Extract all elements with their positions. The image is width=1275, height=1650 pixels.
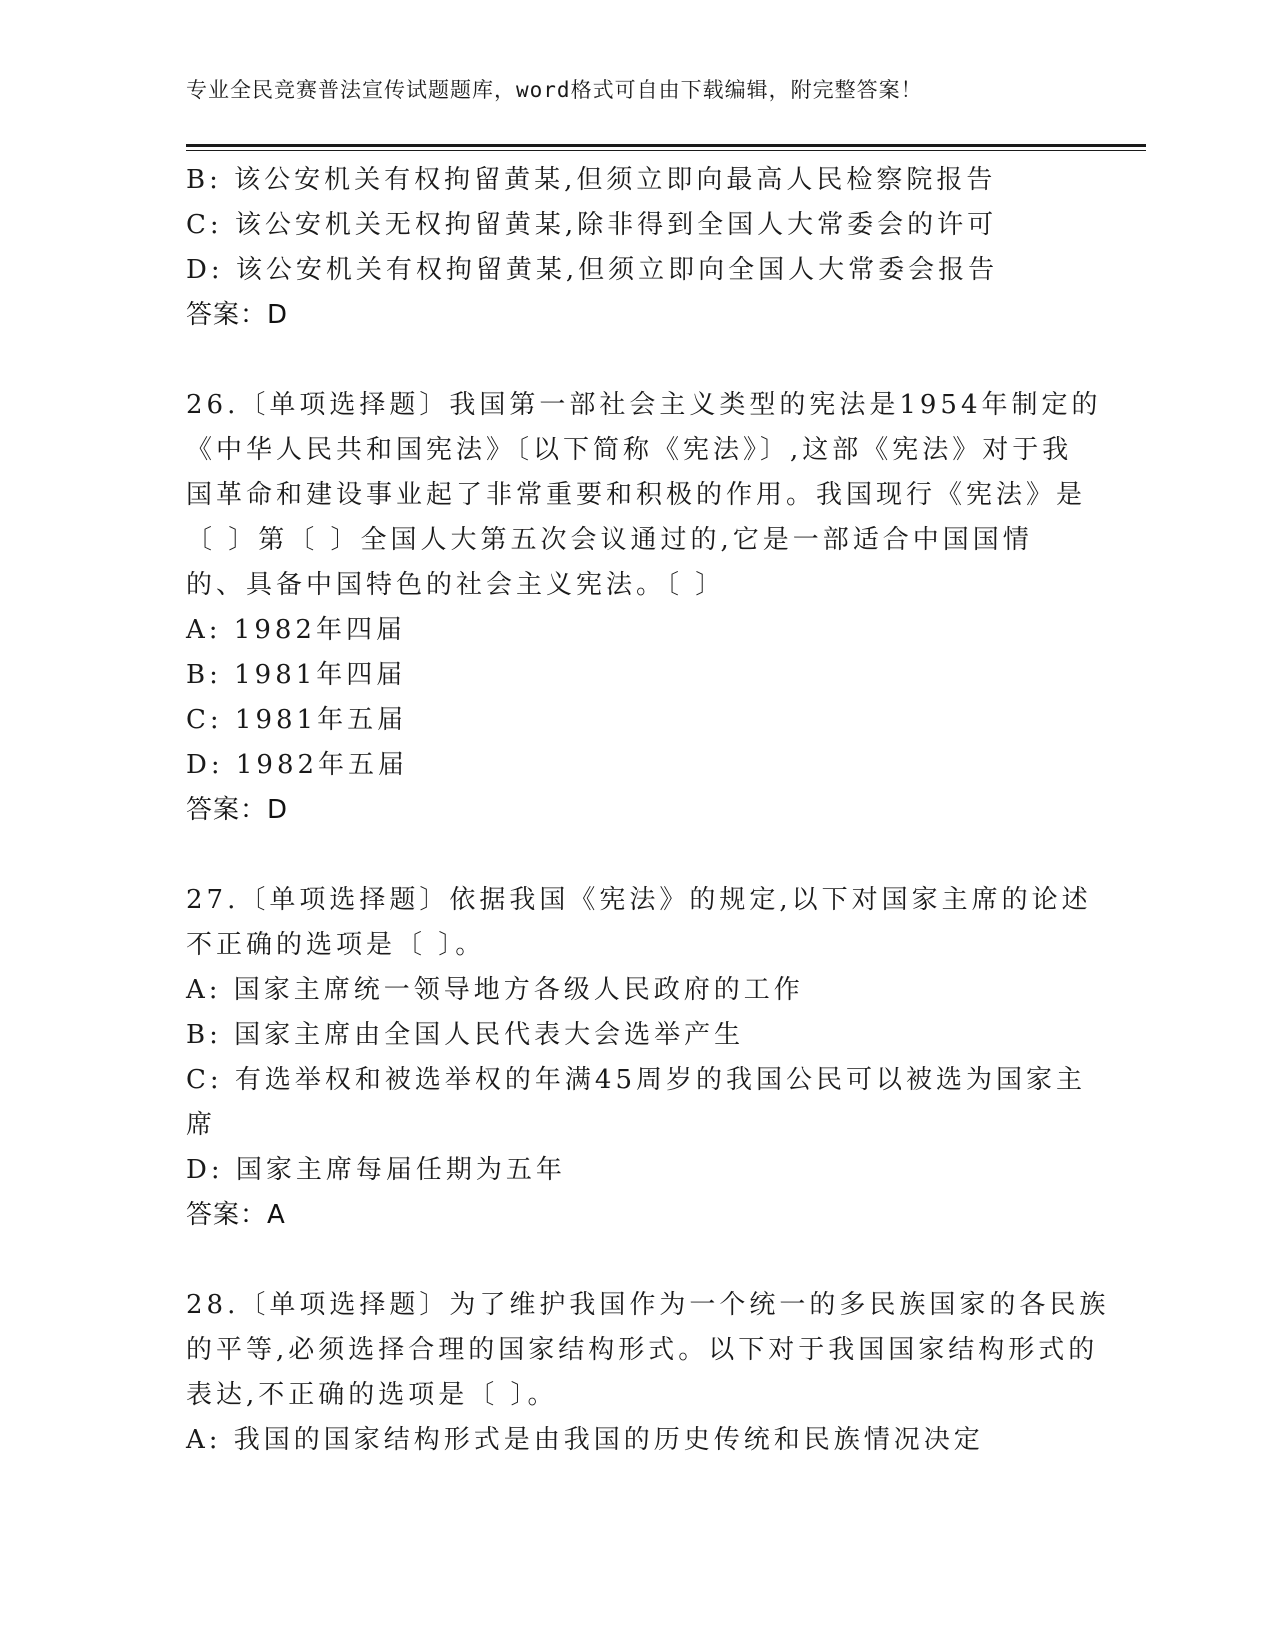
option-a: A: 1982年四届 (186, 615, 406, 645)
spacer (186, 833, 1066, 878)
spacer (186, 338, 1066, 383)
option-c: C: 有选举权和被选举权的年满45周岁的我国公民可以被选为国家主 (186, 1065, 1087, 1095)
question-text-line: 26.〔单项选择题〕我国第一部社会主义类型的宪法是1954年制定的 (186, 390, 1102, 420)
option-a: A: 我国的国家结构形式是由我国的历史传统和民族情况决定 (186, 1425, 984, 1455)
option-c-continued: 席 (186, 1110, 217, 1140)
question-text-line: 的平等,必须选择合理的国家结构形式。以下对于我国国家结构形式的 (186, 1335, 1099, 1365)
option-b: B: 该公安机关有权拘留黄某,但须立即向最高人民检察院报告 (186, 165, 997, 195)
question-text-line: 28.〔单项选择题〕为了维护我国作为一个统一的多民族国家的各民族 (186, 1290, 1110, 1320)
option-b: B: 国家主席由全国人民代表大会选举产生 (186, 1020, 745, 1050)
header-rule-thin (186, 150, 1146, 151)
question-content (186, 158, 1110, 1463)
spacer (186, 1238, 1066, 1283)
option-c: C: 1981年五届 (186, 705, 408, 735)
answer: 答案：D (186, 795, 289, 825)
question-28 (186, 1283, 1110, 1463)
answer: 答案：A (186, 1200, 286, 1230)
option-b: B: 1981年四届 (186, 660, 407, 690)
question-text-line: 27.〔单项选择题〕依据我国《宪法》的规定,以下对国家主席的论述 (186, 885, 1092, 915)
question-text-line: 不正确的选项是〔 〕。 (186, 930, 486, 960)
question-text-line: 表达,不正确的选项是〔 〕。 (186, 1380, 558, 1410)
page-header: 专业全民竞赛普法宣传试题题库，word格式可自由下载编辑，附完整答案！ (186, 78, 923, 102)
option-d: D: 1982年五届 (186, 750, 409, 780)
question-26 (186, 383, 1102, 833)
question-text-line: 的、具备中国特色的社会主义宪法。〔 〕 (186, 570, 726, 600)
question-25-tail (186, 158, 1066, 338)
question-text-line: 《中华人民共和国宪法》〔以下简称《宪法》〕,这部《宪法》对于我 (186, 435, 1073, 465)
option-d: D: 该公安机关有权拘留黄某,但须立即向全国人大常委会报告 (186, 255, 999, 285)
option-c: C: 该公安机关无权拘留黄某,除非得到全国人大常委会的许可 (186, 210, 998, 240)
option-d: D: 国家主席每届任期为五年 (186, 1155, 566, 1185)
question-text-line: 〔 〕第〔 〕全国人大第五次会议通过的,它是一部适合中国国情 (186, 525, 1033, 555)
question-27 (186, 878, 1092, 1238)
option-a: A: 国家主席统一领导地方各级人民政府的工作 (186, 975, 804, 1005)
answer: 答案：D (186, 300, 289, 330)
question-text-line: 国革命和建设事业起了非常重要和积极的作用。我国现行《宪法》是 (186, 480, 1087, 510)
header-rule-thick (186, 144, 1146, 147)
